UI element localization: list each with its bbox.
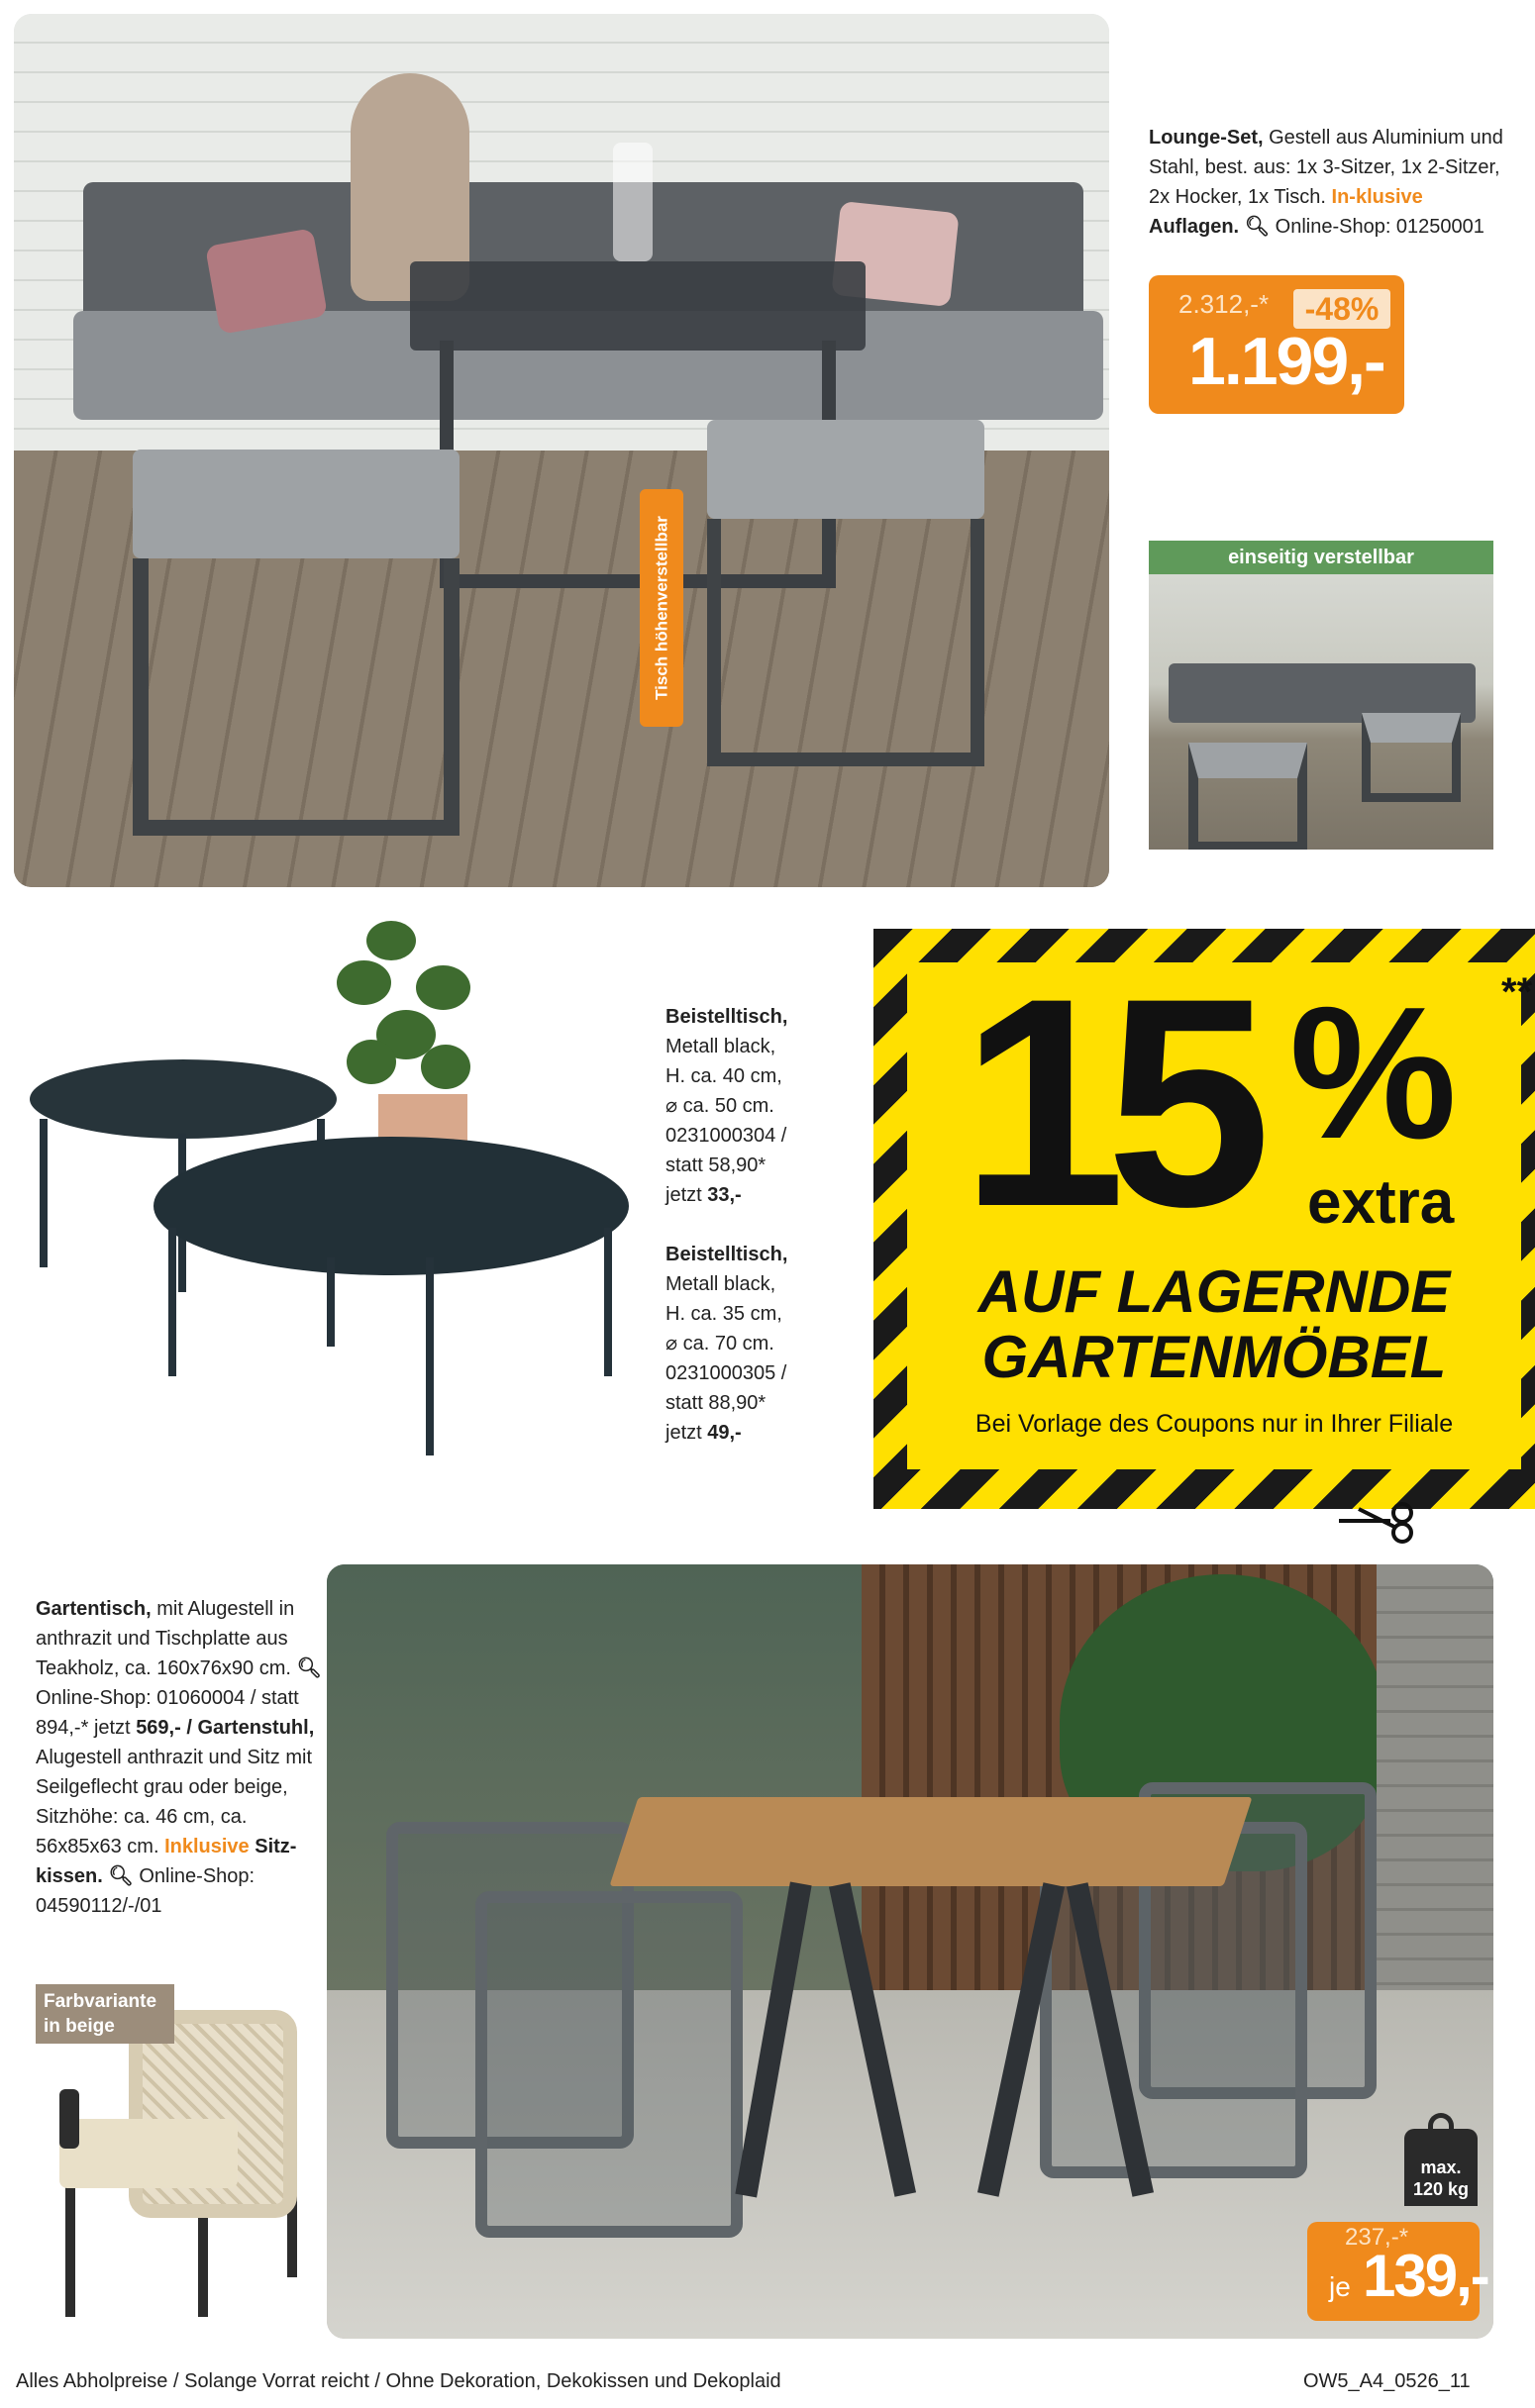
- side-tables-photo: [30, 931, 634, 1525]
- coupon-percent: %: [1289, 968, 1457, 1178]
- garden-table-shop: Online-Shop: 01060004 / statt 894,-*: [36, 1687, 299, 1739]
- garden-chair-desc: Alugestell anthrazit und Sitz mit Seilgeflecht grau oder beige, Sitzhöhe: ca. 46 cm, ca. 56x85x63 cm.: [36, 1747, 313, 1857]
- large-side-table-top: [154, 1137, 629, 1275]
- plant-leaf: [366, 921, 416, 960]
- lounge-set-desc: Gestell aus Aluminium und Stahl, best. aus: 1x 3-Sitzer, 1x 2-Sitzer, 2x Hocker, 1x Tisch.: [1149, 127, 1503, 208]
- lounge-set-description: [1149, 123, 1505, 242]
- side-table-1-line: Metall black,: [665, 1036, 776, 1057]
- carafe: [613, 143, 653, 261]
- garden-chair: [475, 1891, 743, 2238]
- coupon-headline-1: AUF LAGERNDE: [977, 1258, 1451, 1325]
- plant-leaf: [421, 1045, 470, 1089]
- seat-cushion-label: Sitz-kissen.: [36, 1836, 297, 1887]
- search-icon: 🔍︎: [108, 1865, 134, 1887]
- coupon-inner: [907, 936, 1533, 1469]
- coupon-condition: Bei Vorlage des Coupons nur in Ihrer Filiale: [974, 1410, 1454, 1438]
- inclusive-label: In-: [1331, 186, 1356, 208]
- side-table-1-title: Beistelltisch,: [665, 1006, 788, 1028]
- footer-disclaimer: Alles Abholpreise / Solange Vorrat reicht / Ohne Dekoration, Dekokissen und Dekoplaid: [16, 2370, 781, 2392]
- stool: [133, 450, 460, 846]
- table-leg: [604, 1228, 612, 1376]
- cushions-label: Auflagen.: [1149, 216, 1240, 238]
- chair-cushion: [59, 2119, 238, 2188]
- side-table-1-line: 0231000304 /: [665, 1125, 787, 1147]
- now-label: jetzt: [93, 1717, 131, 1739]
- chair-arm: [59, 2089, 79, 2149]
- current-price: 139,-: [1363, 2243, 1488, 2309]
- discount-coupon[interactable]: [873, 929, 1535, 1509]
- side-table-2-line: 0231000305 /: [665, 1362, 787, 1384]
- now-label: jetzt: [665, 1184, 702, 1206]
- search-icon: 🔍︎: [296, 1657, 322, 1679]
- height-adjustable-badge: [640, 489, 683, 727]
- plant-leaf: [416, 965, 470, 1010]
- separator: /: [186, 1717, 192, 1739]
- discount-badge: -48%: [1293, 289, 1390, 329]
- beige-chair-photo: [59, 2010, 307, 2327]
- table-leg: [426, 1257, 434, 1455]
- side-table-2-price: 49,-: [707, 1422, 742, 1444]
- table-leg: [168, 1228, 176, 1376]
- inclusive-label: Inklusive: [164, 1836, 250, 1857]
- old-price: 2.312,-*: [1178, 289, 1270, 319]
- plant-leaf: [337, 960, 391, 1005]
- old-price: 237,-*: [1345, 2224, 1409, 2251]
- stool: [1188, 743, 1307, 850]
- teak-tabletop: [609, 1797, 1252, 1886]
- side-table-2-line: H. ca. 35 cm,: [665, 1303, 782, 1325]
- side-table-2-description: [665, 1240, 864, 1448]
- garden-chair-title: Gartenstuhl,: [197, 1717, 315, 1739]
- each-label: je: [1329, 2271, 1351, 2302]
- coupon-extra: extra: [1307, 1168, 1455, 1237]
- side-table-2-line: ⌀ ca. 70 cm.: [665, 1333, 774, 1354]
- stool: [1362, 713, 1461, 802]
- side-table-2-line: statt 88,90*: [665, 1392, 767, 1414]
- side-table-1-line: H. ca. 40 cm,: [665, 1065, 782, 1087]
- pillow: [205, 228, 328, 335]
- max-load-badge: max. 120 kg: [1404, 2129, 1478, 2206]
- side-table-2-title: Beistelltisch,: [665, 1244, 788, 1265]
- now-label: jetzt: [665, 1422, 702, 1444]
- table-leg: [40, 1119, 48, 1267]
- search-icon: 🔍︎: [1244, 216, 1271, 238]
- plant-leaf: [347, 1040, 396, 1084]
- garden-table-price: 569,-: [136, 1717, 181, 1739]
- brick-wall: [1377, 1564, 1493, 1990]
- garden-chair-shop: Online-Shop: 04590112/-/01: [36, 1865, 256, 1917]
- side-table-1-line: ⌀ ca. 50 cm.: [665, 1095, 774, 1117]
- scissors-icon: [1339, 1501, 1418, 1545]
- height-adjustable-label: Tisch höhenverstellbar: [652, 516, 671, 700]
- small-side-table-top: [30, 1059, 337, 1139]
- garden-table-desc: mit Alugestell in anthrazit und Tischplatte aus Teakholz, ca. 160x76x90 cm.: [36, 1598, 295, 1679]
- stool: [707, 420, 984, 776]
- coupon-footnote-stars: **: [1501, 970, 1533, 1014]
- lounge-set-title: Lounge-Set,: [1149, 127, 1264, 149]
- side-table-2-line: Metall black,: [665, 1273, 776, 1295]
- side-table-1-description: [665, 1002, 864, 1210]
- color-variant-badge: Farbvariante in beige: [36, 1984, 174, 2044]
- lounge-price-box: [1149, 275, 1404, 414]
- garden-table-description: [36, 1594, 323, 1921]
- coupon-headline-2: GARTENMÖBEL: [981, 1324, 1447, 1390]
- coupon-number: 15: [961, 936, 1252, 1268]
- footer-page-code: OW5_A4_0526_11: [1303, 2370, 1471, 2392]
- current-price: 1.199,-: [1188, 324, 1384, 399]
- lounge-set-photo: [14, 14, 1109, 887]
- side-table-1-line: statt 58,90*: [665, 1154, 767, 1176]
- garden-table-title: Gartentisch,: [36, 1598, 152, 1620]
- inclusive-label-2: klusive: [1355, 186, 1423, 208]
- garden-chair-price-box: [1307, 2222, 1488, 2321]
- online-shop-code: Online-Shop: 01250001: [1275, 216, 1484, 238]
- adjustable-photo: [1149, 541, 1493, 850]
- lounge-table-top: [410, 261, 866, 351]
- table-leg: [327, 1257, 335, 1347]
- adjustable-label: einseitig verstellbar: [1149, 541, 1493, 574]
- side-table-1-price: 33,-: [707, 1184, 742, 1206]
